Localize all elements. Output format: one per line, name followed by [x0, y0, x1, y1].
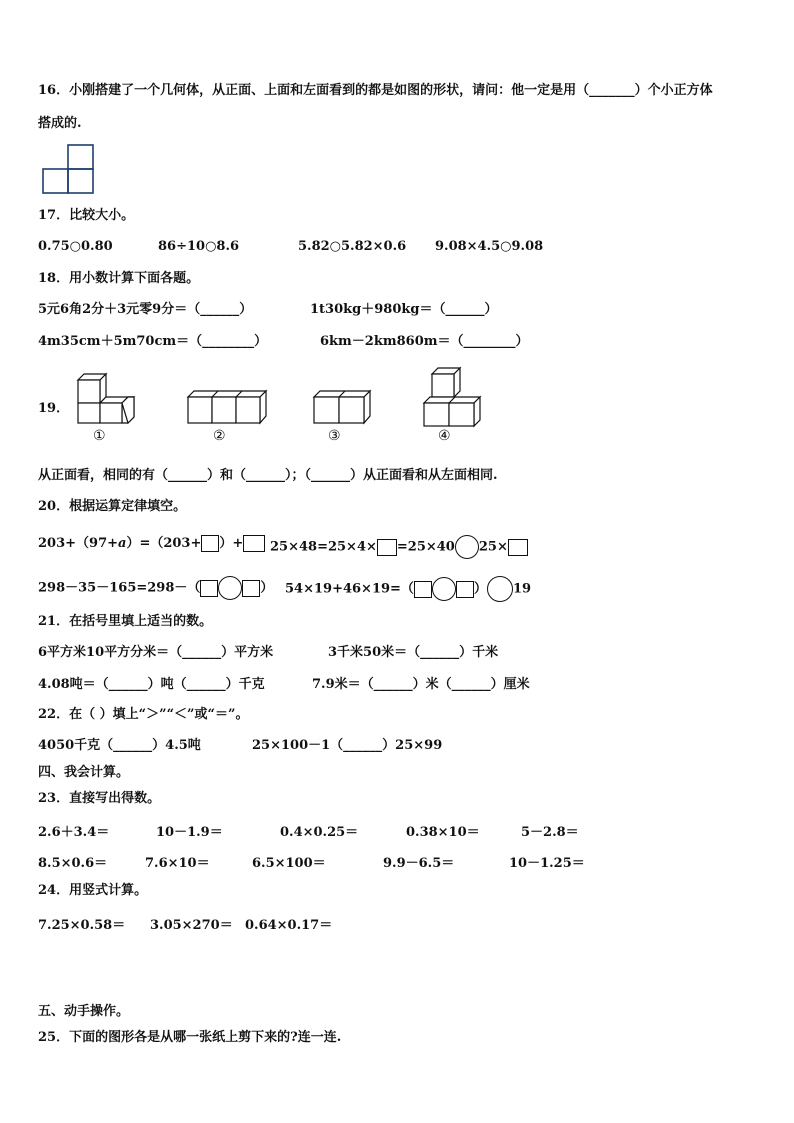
q23-r1-c3: 0.4×0.25＝	[280, 825, 359, 840]
q19-label-1: ①	[93, 428, 106, 444]
cube-figure-2	[186, 388, 270, 428]
q23-r2-c1: 8.5×0.6＝	[38, 856, 108, 871]
q18-d: 6km－2km860m＝（________）	[320, 334, 529, 349]
q20-title: 20．根据运算定律填空。	[38, 499, 187, 514]
q18-a: 5元6角2分＋3元零9分＝（______）	[38, 302, 253, 317]
q20-r1a-text3: ）+	[219, 536, 244, 551]
answer-box[interactable]	[201, 535, 219, 552]
q18-b: 1t30kg＋980kg＝（______）	[310, 302, 498, 317]
section-4-heading: 四、我会计算。	[38, 765, 130, 780]
q20-row2-left	[38, 576, 273, 600]
q21-a: 6平方米10平方分米＝（______）平方米	[38, 645, 274, 660]
q21-b: 3千米50米＝（______）千米	[328, 645, 499, 660]
answer-box[interactable]	[508, 539, 528, 556]
q20-r1a-text2: ）=（203+	[126, 536, 202, 551]
cube-figure-3	[312, 388, 376, 428]
q23-title: 23．直接写出得数。	[38, 791, 161, 806]
q17-item-4: 9.08×4.5○9.08	[435, 239, 544, 254]
answer-box[interactable]	[200, 580, 218, 597]
q24-item-3: 0.64×0.17＝	[245, 918, 333, 933]
q24-item-1: 7.25×0.58＝	[38, 918, 126, 933]
q17-item-3: 5.82○5.82×0.6	[298, 239, 407, 254]
q19-number: 19．	[38, 401, 70, 416]
q19-text: 从正面看，相同的有（______）和（______）；（______）从正面看和从左面相同.	[38, 468, 498, 483]
q20-r1a-var: a	[118, 536, 127, 551]
q25-title: 25．下面的图形各是从哪一张纸上剪下来的?连一连.	[38, 1030, 342, 1045]
q20-r1b-text1: 25×48=25×4×	[270, 539, 377, 555]
answer-box[interactable]	[377, 539, 397, 556]
q24-item-2: 3.05×270＝	[150, 918, 233, 933]
cube-figure-1	[76, 372, 140, 428]
section-5-heading: 五、动手操作。	[38, 1004, 130, 1019]
cube-figure-4	[422, 366, 486, 428]
q16-line2: 搭成的.	[38, 116, 82, 131]
answer-box[interactable]	[414, 581, 432, 598]
q20-r2a-text2: ）	[260, 580, 274, 596]
q23-r2-c5: 10－1.25＝	[509, 856, 585, 871]
q19-label-3: ③	[328, 428, 341, 444]
q20-r2b-text3: 19	[512, 581, 532, 597]
q23-r1-c5: 5－2.8＝	[521, 825, 579, 840]
q20-r2b-text2: ）	[473, 581, 487, 597]
q17-item-2: 86÷10○8.6	[158, 239, 240, 254]
q20-row1-left	[38, 535, 265, 553]
q16-line1: 16．小刚搭建了一个几何体，从正面、上面和左面看到的都是如图的形状，请问：他一定是用（_______）个小正方体	[38, 83, 713, 98]
q22-b: 25×100－1（______）25×99	[252, 738, 443, 753]
answer-circle[interactable]	[487, 576, 513, 602]
q23-r1-c1: 2.6＋3.4＝	[38, 825, 110, 840]
answer-box[interactable]	[456, 581, 474, 598]
q23-r1-c4: 0.38×10＝	[406, 825, 480, 840]
q23-r1-c2: 10－1.9＝	[156, 825, 223, 840]
q22-a: 4050千克（______）4.5吨	[38, 738, 201, 753]
q17-item-1: 0.75○0.80	[38, 239, 113, 254]
q21-title: 21．在括号里填上适当的数。	[38, 614, 213, 629]
q20-r2a-text1: 298－35－165=298－（	[38, 580, 201, 596]
q19-label-4: ④	[438, 428, 451, 444]
answer-circle[interactable]	[218, 576, 242, 600]
q21-d: 7.9米＝（______）米（______）厘米	[312, 677, 530, 692]
q18-c: 4m35cm＋5m70cm＝（________）	[38, 334, 268, 349]
q18-title: 18．用小数计算下面各题。	[38, 271, 200, 286]
q23-r2-c2: 7.6×10＝	[145, 856, 210, 871]
q20-r2b-text1: 54×19+46×19=（	[285, 581, 414, 597]
q23-r2-c3: 6.5×100＝	[252, 856, 326, 871]
q21-c: 4.08吨＝（______）吨（______）千克	[38, 677, 265, 692]
q22-title: 22．在（ ）填上“＞”“＜”或“＝”。	[38, 707, 249, 722]
q20-row2-right	[285, 576, 531, 602]
q20-r1b-text2: =25×40	[396, 539, 455, 555]
q20-row1-right	[270, 535, 528, 559]
answer-circle[interactable]	[432, 577, 456, 601]
answer-box[interactable]	[243, 535, 265, 552]
q24-title: 24．用竖式计算。	[38, 883, 148, 898]
q19-label-2: ②	[213, 428, 226, 444]
q20-r1a-text1: 203+（97+	[38, 536, 119, 551]
answer-circle[interactable]	[455, 535, 479, 559]
q20-r1b-text3: 25×	[478, 539, 508, 555]
q23-r2-c4: 9.9－6.5＝	[383, 856, 455, 871]
q17-title: 17．比较大小。	[38, 208, 135, 223]
answer-box[interactable]	[242, 580, 260, 597]
l-shape-view-figure	[42, 144, 96, 196]
